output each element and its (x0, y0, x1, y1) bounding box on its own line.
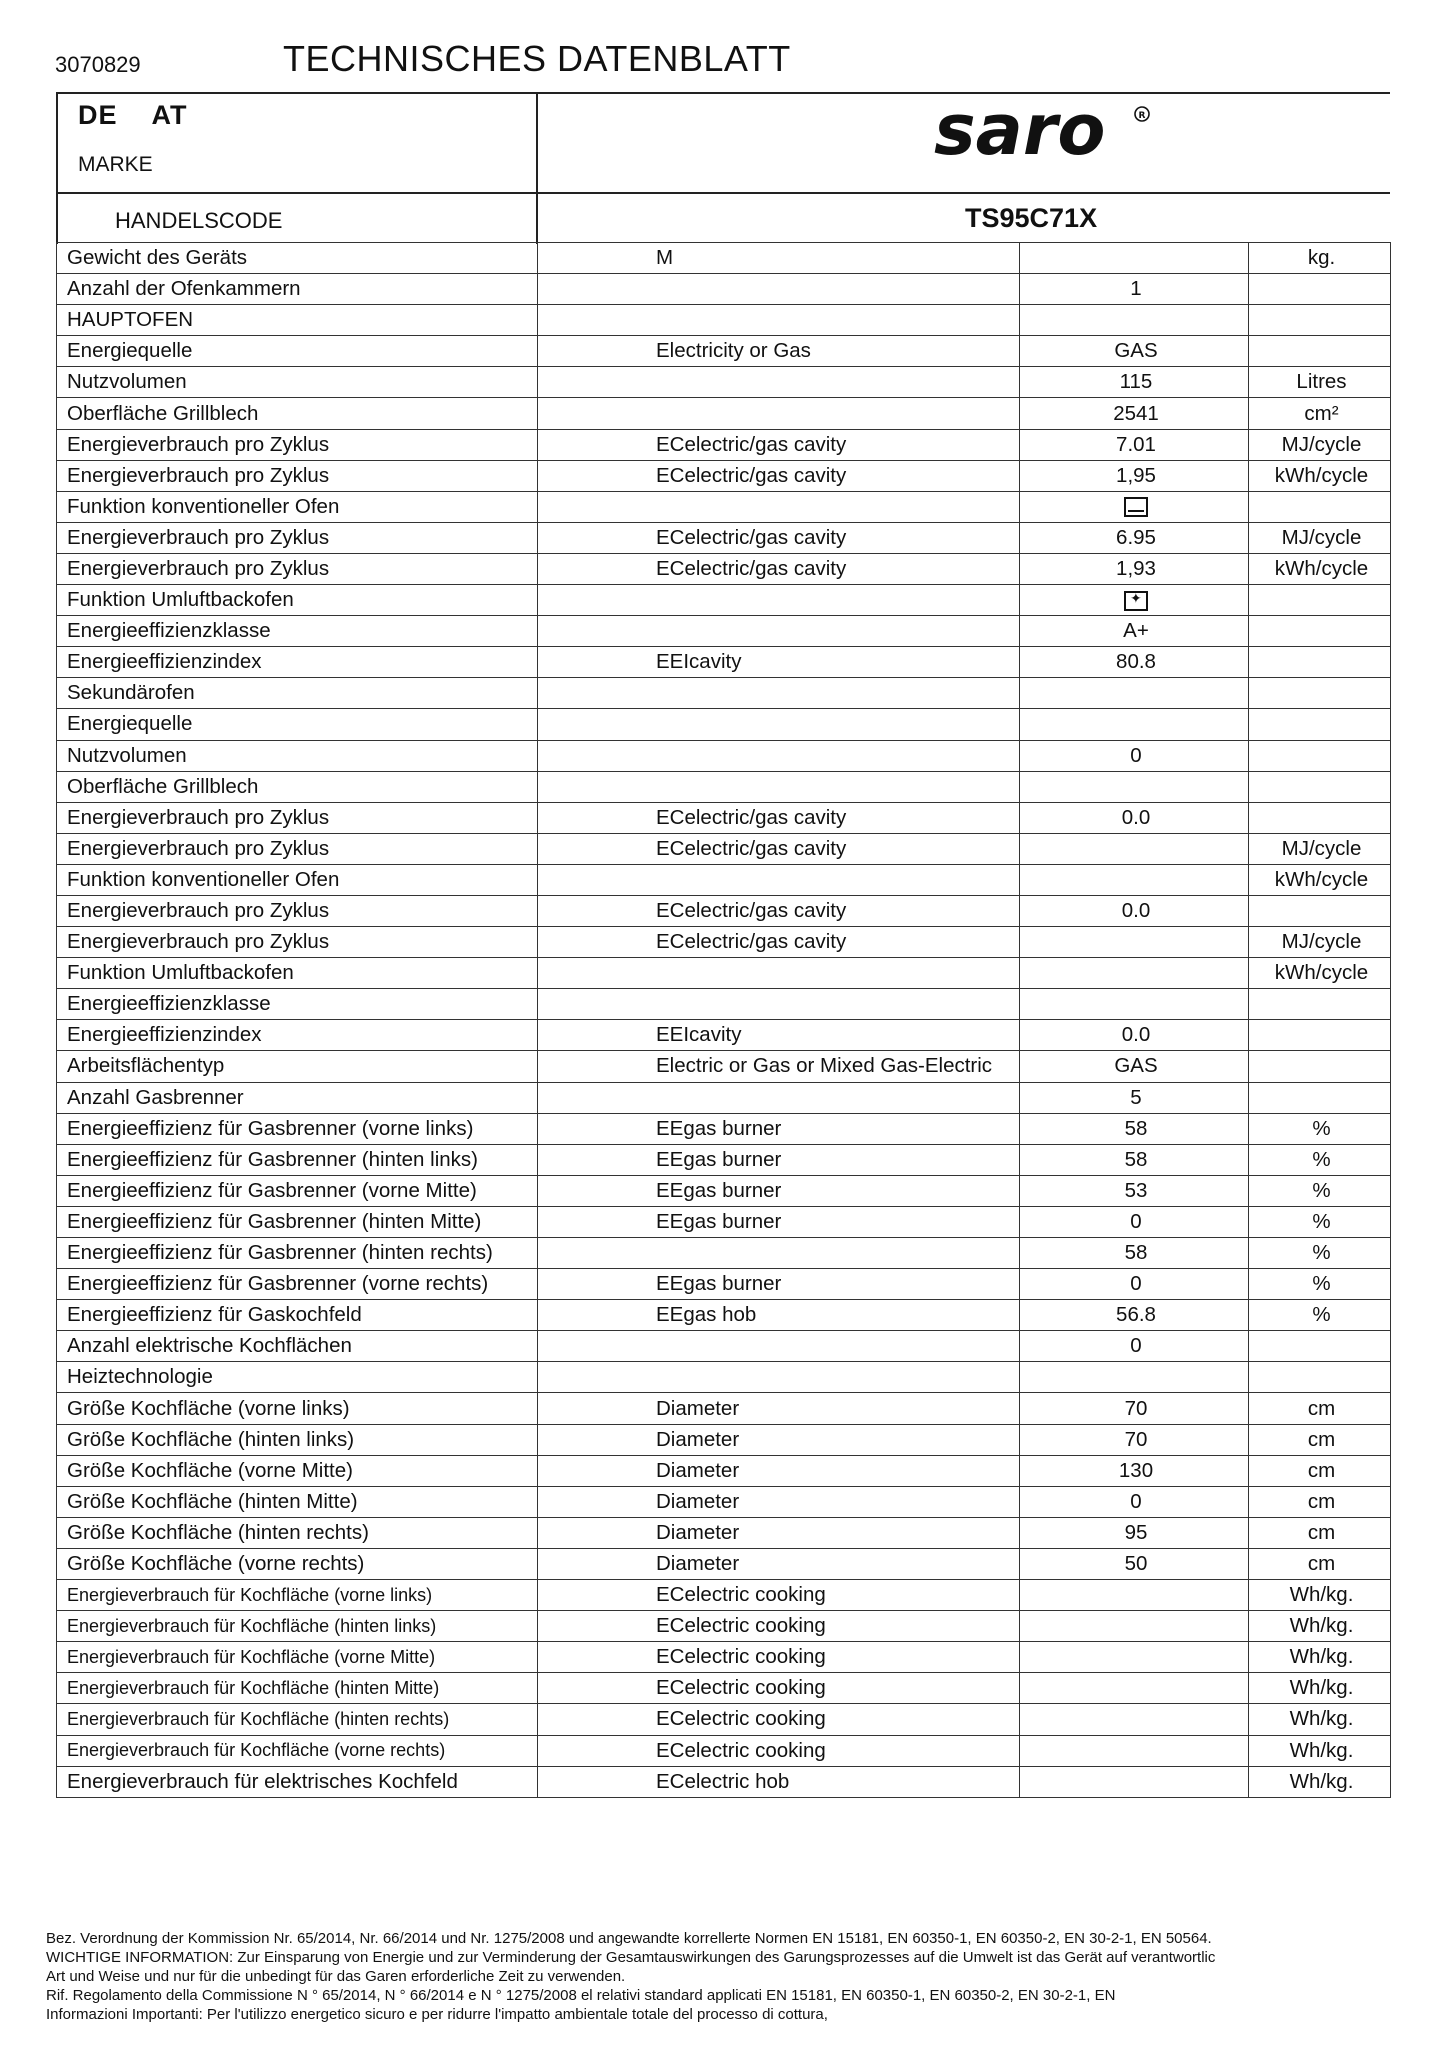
table-row (57, 1144, 1391, 1175)
row-description (538, 305, 1020, 336)
row-description: ECelectric/gas cavity (538, 522, 1020, 553)
row-label: Energieeffizienzindex (57, 647, 538, 678)
row-description: ECelectric cooking (538, 1611, 1020, 1642)
row-label: Funktion konventioneller Ofen (57, 864, 538, 895)
table-row (57, 1766, 1391, 1797)
row-label: Energieeffizienz für Gasbrenner (hinten rechts) (57, 1238, 538, 1269)
page-title: TECHNISCHES DATENBLATT (283, 38, 791, 79)
row-label: Energiequelle (57, 709, 538, 740)
table-row (57, 460, 1391, 491)
row-description (538, 864, 1020, 895)
row-label: Energieverbrauch pro Zyklus (57, 522, 538, 553)
row-description: EEgas burner (538, 1113, 1020, 1144)
row-unit: Wh/kg. (1249, 1611, 1391, 1642)
row-unit: kWh/cycle (1249, 460, 1391, 491)
row-value: 58 (1020, 1144, 1249, 1175)
row-unit (1249, 305, 1391, 336)
row-unit: kWh/cycle (1249, 864, 1391, 895)
row-label: Größe Kochfläche (hinten rechts) (57, 1517, 538, 1548)
row-unit (1249, 1082, 1391, 1113)
row-value (1020, 1735, 1249, 1766)
row-label: Energieverbrauch für Kochfläche (hinten rechts) (57, 1704, 538, 1735)
row-value: 5 (1020, 1082, 1249, 1113)
row-label: Energieverbrauch für Kochfläche (vorne rechts) (57, 1735, 538, 1766)
row-unit (1249, 709, 1391, 740)
country-code-at: AT (151, 100, 188, 130)
row-description (538, 1238, 1020, 1269)
row-description: ECelectric/gas cavity (538, 429, 1020, 460)
row-unit: cm (1249, 1517, 1391, 1548)
row-unit: MJ/cycle (1249, 429, 1391, 460)
row-unit: % (1249, 1269, 1391, 1300)
row-value (1020, 989, 1249, 1020)
row-value: 50 (1020, 1548, 1249, 1579)
row-unit: Wh/kg. (1249, 1766, 1391, 1797)
table-row (57, 305, 1391, 336)
row-unit (1249, 647, 1391, 678)
row-label: Energieverbrauch pro Zyklus (57, 802, 538, 833)
row-unit (1249, 274, 1391, 305)
table-row (57, 802, 1391, 833)
row-description (538, 491, 1020, 522)
row-unit (1249, 740, 1391, 771)
row-label: Größe Kochfläche (vorne rechts) (57, 1548, 538, 1579)
row-description (538, 616, 1020, 647)
row-label: Energieverbrauch pro Zyklus (57, 553, 538, 584)
row-label: Energieeffizienz für Gasbrenner (vorne rechts) (57, 1269, 538, 1300)
table-row (57, 1331, 1391, 1362)
row-unit (1249, 616, 1391, 647)
row-unit: Wh/kg. (1249, 1704, 1391, 1735)
row-value: 80.8 (1020, 647, 1249, 678)
country-codes (78, 100, 222, 131)
row-description: ECelectric cooking (538, 1673, 1020, 1704)
row-description (538, 585, 1020, 616)
row-description: ECelectric cooking (538, 1704, 1020, 1735)
row-unit: cm² (1249, 398, 1391, 429)
row-value (1020, 1611, 1249, 1642)
row-value: 1 (1020, 274, 1249, 305)
row-value (1020, 1704, 1249, 1735)
table-row (57, 1673, 1391, 1704)
table-row (57, 585, 1391, 616)
row-description: EEgas burner (538, 1269, 1020, 1300)
table-row (57, 927, 1391, 958)
table-row (57, 1113, 1391, 1144)
row-label: Arbeitsflächentyp (57, 1051, 538, 1082)
table-row (57, 1548, 1391, 1579)
row-value: 0.0 (1020, 895, 1249, 926)
row-description: Diameter (538, 1424, 1020, 1455)
row-value: 1,95 (1020, 460, 1249, 491)
table-row (57, 1611, 1391, 1642)
row-label: Anzahl elektrische Kochflächen (57, 1331, 538, 1362)
table-row (57, 1269, 1391, 1300)
row-label: Energieeffizienz für Gasbrenner (vorne Mitte) (57, 1175, 538, 1206)
row-unit: % (1249, 1206, 1391, 1237)
table-row (57, 616, 1391, 647)
row-label: Größe Kochfläche (hinten Mitte) (57, 1486, 538, 1517)
row-label: Sekundärofen (57, 678, 538, 709)
row-unit: Wh/kg. (1249, 1642, 1391, 1673)
row-description: ECelectric hob (538, 1766, 1020, 1797)
row-description: EEIcavity (538, 1020, 1020, 1051)
row-description (538, 398, 1020, 429)
row-description (538, 678, 1020, 709)
row-description: EEgas burner (538, 1206, 1020, 1237)
table-row (57, 367, 1391, 398)
row-value: 0.0 (1020, 802, 1249, 833)
table-row (57, 1517, 1391, 1548)
row-unit: % (1249, 1238, 1391, 1269)
row-description: EEIcavity (538, 647, 1020, 678)
header-top-border (56, 92, 1390, 94)
row-unit: cm (1249, 1393, 1391, 1424)
row-label: Energiequelle (57, 336, 538, 367)
handelscode-label: HANDELSCODE (115, 208, 283, 233)
row-label: Anzahl Gasbrenner (57, 1082, 538, 1113)
row-description (538, 1331, 1020, 1362)
row-value (1020, 678, 1249, 709)
row-unit: Wh/kg. (1249, 1673, 1391, 1704)
table-row (57, 398, 1391, 429)
row-value (1020, 243, 1249, 274)
header-left-border (56, 92, 58, 244)
spec-table (56, 242, 1391, 1798)
svg-text:R: R (1138, 111, 1146, 121)
row-unit (1249, 895, 1391, 926)
row-label: Energieeffizienzklasse (57, 989, 538, 1020)
table-row (57, 647, 1391, 678)
row-unit (1249, 1051, 1391, 1082)
row-value (1020, 305, 1249, 336)
brand-wordmark: saro (934, 92, 1106, 171)
row-value (1020, 1766, 1249, 1797)
row-value: 115 (1020, 367, 1249, 398)
row-description: Diameter (538, 1455, 1020, 1486)
row-description: Diameter (538, 1393, 1020, 1424)
row-label: HAUPTOFEN (57, 305, 538, 336)
row-label: Energieverbrauch pro Zyklus (57, 895, 538, 926)
row-description: Diameter (538, 1486, 1020, 1517)
row-value: 53 (1020, 1175, 1249, 1206)
row-label: Energieverbrauch pro Zyklus (57, 429, 538, 460)
country-code-de: DE (78, 100, 118, 130)
row-unit (1249, 336, 1391, 367)
table-row (57, 989, 1391, 1020)
row-description: M (538, 243, 1020, 274)
row-value (1020, 491, 1249, 522)
table-row (57, 1455, 1391, 1486)
row-value (1020, 864, 1249, 895)
row-value: 0 (1020, 1486, 1249, 1517)
row-description: EEgas burner (538, 1144, 1020, 1175)
row-value: 7.01 (1020, 429, 1249, 460)
row-value: 95 (1020, 1517, 1249, 1548)
row-value (1020, 927, 1249, 958)
row-unit: cm (1249, 1486, 1391, 1517)
table-row (57, 243, 1391, 274)
row-value (1020, 833, 1249, 864)
row-label: Energieverbrauch für Kochfläche (hinten links) (57, 1611, 538, 1642)
row-description (538, 709, 1020, 740)
row-unit: MJ/cycle (1249, 833, 1391, 864)
table-row (57, 336, 1391, 367)
footnotes (46, 1929, 1441, 2024)
row-unit (1249, 989, 1391, 1020)
row-value: A+ (1020, 616, 1249, 647)
table-row (57, 771, 1391, 802)
handelscode-value: TS95C71X (965, 203, 1098, 233)
row-label: Oberfläche Grillblech (57, 398, 538, 429)
row-label: Energieeffizienz für Gaskochfeld (57, 1300, 538, 1331)
row-label: Funktion Umluftbackofen (57, 958, 538, 989)
footnote-line: Informazioni Importanti: Per l'utilizzo energetico sicuro e per ridurre l'impatto ambientale totale del processo di cottura, (46, 2006, 828, 2023)
table-row (57, 1486, 1391, 1517)
row-label: Energieverbrauch für Kochfläche (vorne Mitte) (57, 1642, 538, 1673)
row-value: 0 (1020, 1206, 1249, 1237)
row-label: Größe Kochfläche (hinten links) (57, 1424, 538, 1455)
row-unit: Litres (1249, 367, 1391, 398)
table-row (57, 522, 1391, 553)
row-description: Diameter (538, 1517, 1020, 1548)
row-unit: % (1249, 1300, 1391, 1331)
row-description (538, 1082, 1020, 1113)
row-unit (1249, 802, 1391, 833)
row-label: Energieverbrauch für elektrisches Kochfeld (57, 1766, 538, 1797)
row-value: 6.95 (1020, 522, 1249, 553)
table-row (57, 958, 1391, 989)
row-value (1020, 709, 1249, 740)
footnote-line: Rif. Regolamento della Commissione N ° 65/2014, N ° 66/2014 e N ° 1275/2008 el relativi standard applicati EN 15181, EN 60350-1, EN 60350-2, EN 30-2-1, EN (46, 1987, 1116, 2004)
row-value: GAS (1020, 336, 1249, 367)
row-label: Energieeffizienzklasse (57, 616, 538, 647)
row-value: 70 (1020, 1393, 1249, 1424)
table-row (57, 1735, 1391, 1766)
table-row (57, 1393, 1391, 1424)
fan-oven-icon (1124, 591, 1148, 611)
row-value: 70 (1020, 1424, 1249, 1455)
row-label: Gewicht des Geräts (57, 243, 538, 274)
row-unit: cm (1249, 1548, 1391, 1579)
row-unit: % (1249, 1113, 1391, 1144)
row-label: Anzahl der Ofenkammern (57, 274, 538, 305)
row-description: ECelectric/gas cavity (538, 553, 1020, 584)
table-row (57, 274, 1391, 305)
row-label: Energieverbrauch pro Zyklus (57, 927, 538, 958)
row-description (538, 989, 1020, 1020)
row-description: Electric or Gas or Mixed Gas-Electric (538, 1051, 1020, 1082)
row-unit (1249, 1020, 1391, 1051)
row-value: 58 (1020, 1113, 1249, 1144)
table-row (57, 1424, 1391, 1455)
row-description: ECelectric/gas cavity (538, 460, 1020, 491)
row-unit: MJ/cycle (1249, 522, 1391, 553)
row-value (1020, 1580, 1249, 1611)
footnote-line: Art und Weise und nur für die unbedingt für das Garen erforderliche Zeit zu verwenden. (46, 1968, 626, 1985)
row-value (1020, 585, 1249, 616)
table-row (57, 1362, 1391, 1393)
row-unit: % (1249, 1175, 1391, 1206)
row-label: Nutzvolumen (57, 367, 538, 398)
row-unit: kWh/cycle (1249, 958, 1391, 989)
footnote-line: Bez. Verordnung der Kommission Nr. 65/2014, Nr. 66/2014 und Nr. 1275/2008 und angewandte korrellerte Normen EN 15181, EN 60350-1, EN 60350-2, EN 30-2-1, EN 50564. (46, 1930, 1212, 1947)
table-row (57, 429, 1391, 460)
row-description: EEgas hob (538, 1300, 1020, 1331)
row-description: Electricity or Gas (538, 336, 1020, 367)
row-description: ECelectric/gas cavity (538, 802, 1020, 833)
row-unit (1249, 491, 1391, 522)
row-unit: cm (1249, 1424, 1391, 1455)
row-description (538, 771, 1020, 802)
row-value (1020, 1673, 1249, 1704)
row-label: Energieverbrauch für Kochfläche (vorne links) (57, 1580, 538, 1611)
table-row (57, 1300, 1391, 1331)
row-unit: cm (1249, 1455, 1391, 1486)
row-value (1020, 958, 1249, 989)
table-row (57, 1206, 1391, 1237)
row-description (538, 274, 1020, 305)
row-label: Energieeffizienzindex (57, 1020, 538, 1051)
row-description (538, 740, 1020, 771)
row-value: 56.8 (1020, 1300, 1249, 1331)
row-description: ECelectric cooking (538, 1735, 1020, 1766)
row-value: 0 (1020, 1331, 1249, 1362)
row-description: ECelectric cooking (538, 1642, 1020, 1673)
row-value (1020, 1642, 1249, 1673)
row-description: ECelectric/gas cavity (538, 927, 1020, 958)
table-row (57, 678, 1391, 709)
table-row (57, 553, 1391, 584)
row-label: Funktion konventioneller Ofen (57, 491, 538, 522)
row-unit: kWh/cycle (1249, 553, 1391, 584)
row-unit: % (1249, 1144, 1391, 1175)
row-value: 1,93 (1020, 553, 1249, 584)
row-description (538, 1362, 1020, 1393)
row-description (538, 367, 1020, 398)
row-unit (1249, 771, 1391, 802)
row-unit (1249, 1331, 1391, 1362)
row-value (1020, 1362, 1249, 1393)
row-label: Energieeffizienz für Gasbrenner (hinten links) (57, 1144, 538, 1175)
row-value: 2541 (1020, 398, 1249, 429)
row-label: Oberfläche Grillblech (57, 771, 538, 802)
table-row (57, 1175, 1391, 1206)
table-row (57, 709, 1391, 740)
header-divider (56, 192, 1390, 194)
row-value: GAS (1020, 1051, 1249, 1082)
row-description (538, 958, 1020, 989)
row-label: Funktion Umluftbackofen (57, 585, 538, 616)
row-value: 130 (1020, 1455, 1249, 1486)
table-row (57, 1082, 1391, 1113)
row-description: ECelectric/gas cavity (538, 895, 1020, 926)
row-value: 0 (1020, 740, 1249, 771)
row-label: Energieeffizienz für Gasbrenner (vorne links) (57, 1113, 538, 1144)
row-value: 58 (1020, 1238, 1249, 1269)
row-unit: Wh/kg. (1249, 1580, 1391, 1611)
row-description: Diameter (538, 1548, 1020, 1579)
row-label: Heiztechnologie (57, 1362, 538, 1393)
row-label: Energieeffizienz für Gasbrenner (hinten Mitte) (57, 1206, 538, 1237)
table-row (57, 895, 1391, 926)
header-column-divider (536, 92, 538, 244)
row-unit (1249, 1362, 1391, 1393)
table-row (57, 1580, 1391, 1611)
table-row (57, 864, 1391, 895)
row-label: Energieverbrauch pro Zyklus (57, 460, 538, 491)
marke-label: MARKE (78, 153, 153, 176)
row-label: Größe Kochfläche (vorne links) (57, 1393, 538, 1424)
row-unit (1249, 585, 1391, 616)
row-label: Energieverbrauch pro Zyklus (57, 833, 538, 864)
conventional-oven-icon (1124, 497, 1148, 517)
table-row (57, 1642, 1391, 1673)
row-description: ECelectric cooking (538, 1580, 1020, 1611)
table-row (57, 1704, 1391, 1735)
footnote-line: WICHTIGE INFORMATION: Zur Einsparung von Energie und zur Verminderung der Gesamtauswirkungen des Garungsprozesses auf die Umwelt ist das Gerät auf verantwortlic (46, 1949, 1216, 1966)
table-row (57, 833, 1391, 864)
row-unit: MJ/cycle (1249, 927, 1391, 958)
table-row (57, 740, 1391, 771)
saro-logo (930, 92, 1160, 172)
row-label: Nutzvolumen (57, 740, 538, 771)
row-unit: kg. (1249, 243, 1391, 274)
table-row (57, 1238, 1391, 1269)
row-value: 0.0 (1020, 1020, 1249, 1051)
table-row (57, 491, 1391, 522)
row-label: Größe Kochfläche (vorne Mitte) (57, 1455, 538, 1486)
table-row (57, 1020, 1391, 1051)
document-number: 3070829 (55, 52, 141, 77)
row-value: 0 (1020, 1269, 1249, 1300)
row-unit (1249, 678, 1391, 709)
table-row (57, 1051, 1391, 1082)
row-value (1020, 771, 1249, 802)
row-label: Energieverbrauch für Kochfläche (hinten Mitte) (57, 1673, 538, 1704)
row-unit: Wh/kg. (1249, 1735, 1391, 1766)
row-description: ECelectric/gas cavity (538, 833, 1020, 864)
row-description: EEgas burner (538, 1175, 1020, 1206)
spec-table-body (57, 243, 1391, 1798)
